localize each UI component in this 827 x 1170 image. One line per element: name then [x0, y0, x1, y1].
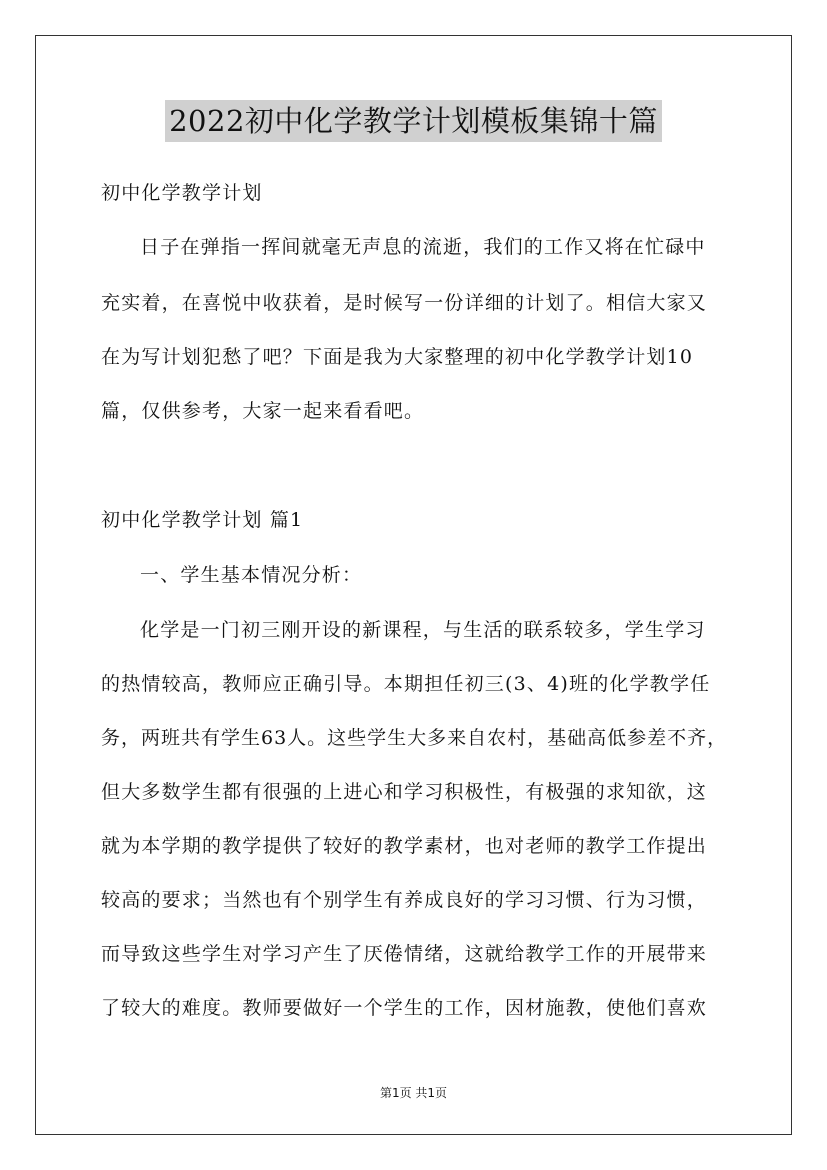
document-title: 2022初中化学教学计划模板集锦十篇 [165, 100, 662, 142]
subsection-heading: 一、学生基本情况分析： [140, 564, 363, 586]
paragraph-line: 而导致这些学生对学习产生了厌倦情绪，这就给教学工作的开展带来 [101, 943, 708, 965]
paragraph-line: 就为本学期的教学提供了较好的教学素材，也对老师的教学工作提出 [101, 835, 708, 857]
paragraph-line: 篇，仅供参考，大家一起来看看吧。 [101, 400, 425, 422]
paragraph-line: 日子在弹指一挥间就毫无声息的流逝，我们的工作又将在忙碌中 [140, 236, 706, 258]
paragraph-line: 务，两班共有学生63人。这些学生大多来自农村，基础高低参差不齐， [101, 727, 728, 749]
paragraph-line: 较高的要求；当然也有个别学生有养成良好的学习习惯、行为习惯， [101, 889, 708, 911]
paragraph-line: 化学是一门初三刚开设的新课程，与生活的联系较多，学生学习 [140, 619, 706, 641]
paragraph-line: 在为写计划犯愁了吧？下面是我为大家整理的初中化学教学计划10 [101, 346, 694, 368]
paragraph-line: 充实着，在喜悦中收获着，是时候写一份详细的计划了。相信大家又 [101, 292, 708, 314]
section-heading: 初中化学教学计划 [101, 182, 263, 204]
paragraph-line: 的热情较高，教师应正确引导。本期担任初三(3、4)班的化学教学任 [101, 673, 711, 695]
page-number-footer: 第1页 共1页 [379, 1086, 448, 1100]
section-heading: 初中化学教学计划 篇1 [101, 509, 304, 531]
paragraph-line: 了较大的难度。教师要做好一个学生的工作，因材施教，使他们喜欢 [101, 997, 708, 1019]
paragraph-line: 但大多数学生都有很强的上进心和学习积极性，有极强的求知欲，这 [101, 781, 708, 803]
